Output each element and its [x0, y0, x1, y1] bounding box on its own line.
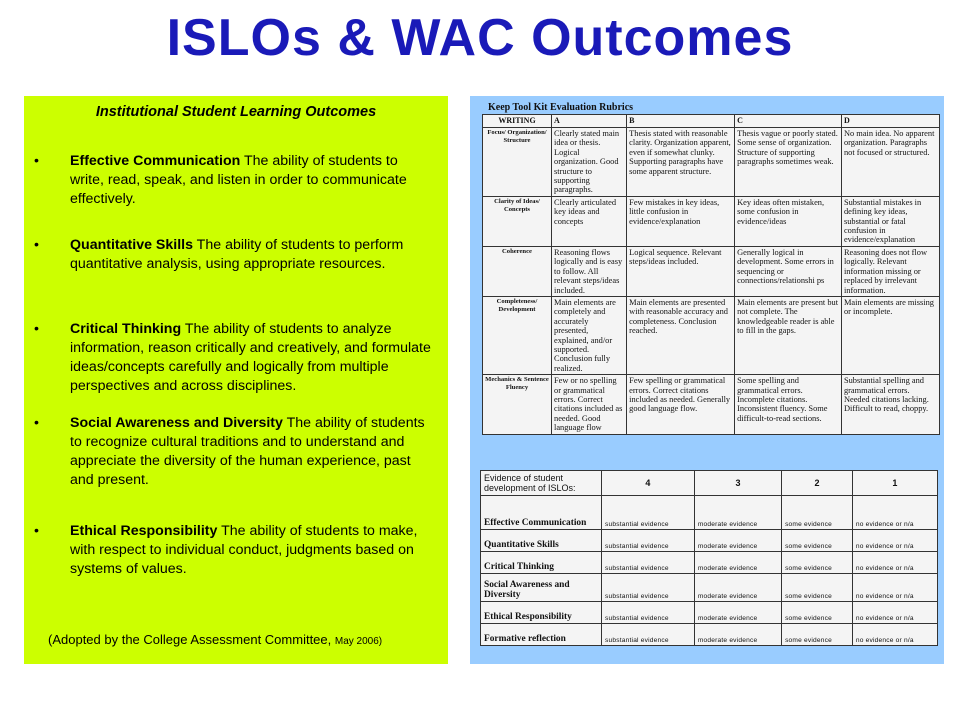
evidence-row-label: Formative reflection — [481, 624, 602, 646]
evidence-cell: some evidence — [782, 602, 853, 624]
evidence-cell: no evidence or n/a — [852, 602, 937, 624]
evidence-row — [481, 624, 938, 646]
evidence-cell: some evidence — [782, 552, 853, 574]
adopted-note — [48, 632, 382, 647]
evidence-cell: substantial evidence — [602, 624, 695, 646]
adopted-text: (Adopted by the College Assessment Committee, — [48, 632, 335, 647]
evidence-row — [481, 530, 938, 552]
islo-evidence-table — [480, 470, 938, 646]
evidence-header-label: Evidence of student development of ISLOs: — [481, 471, 602, 496]
rubric-row — [483, 246, 940, 296]
rubric-title: Keep Tool Kit Evaluation Rubrics — [488, 102, 634, 113]
rubric-cell: Substantial spelling and grammatical errors. Needed citations lacking. Difficult to read, choppy. — [841, 375, 939, 435]
score-header: 1 — [852, 471, 937, 496]
evidence-cell: moderate evidence — [694, 574, 781, 602]
evidence-row-label: Quantitative Skills — [481, 530, 602, 552]
adopted-date: May 2006) — [334, 636, 383, 647]
evidence-header-row — [481, 471, 938, 496]
rubric-cell: Reasoning does not flow logically. Relevant information missing or replaced by irrelevant information. — [841, 246, 939, 296]
rubric-header-cell: WRITING — [483, 115, 552, 128]
evidence-cell: moderate evidence — [694, 496, 781, 530]
bullet-text: The ability of students to perform quantitative analysis, using appropriate resources. — [70, 237, 404, 272]
rubric-cell: Few spelling or grammatical errors. Correct citations included as needed. Generally good language flow. — [627, 375, 735, 435]
rubric-header-cell: B — [627, 115, 735, 128]
evidence-row-label: Ethical Responsibility — [481, 602, 602, 624]
rubric-cell: Clearly stated main idea or thesis. Logical organization. Good structure to supporting paragraphs. — [552, 128, 627, 197]
bullet-dot-icon: • — [34, 523, 39, 539]
rubric-header-row — [483, 115, 940, 128]
evidence-cell: some evidence — [782, 624, 853, 646]
score-header: 3 — [694, 471, 781, 496]
rubric-cell: Generally logical in development. Some errors in sequencing or connections/relationshi ps — [735, 246, 842, 296]
score-header: 2 — [782, 471, 853, 496]
evidence-cell: substantial evidence — [602, 574, 695, 602]
evidence-row-label: Social Awareness and Diversity — [481, 574, 602, 602]
rubric-row-label: Mechanics & Sentence Fluency — [483, 375, 552, 435]
islo-heading: Institutional Student Learning Outcomes — [95, 104, 377, 120]
rubric-cell: Main elements are present but not complete. The knowledgeable reader is able to fill in the gaps. — [735, 296, 842, 374]
rubric-row — [483, 196, 940, 246]
rubric-cell: Main elements are missing or incomplete. — [841, 296, 939, 374]
evidence-row-label: Effective Communication — [481, 496, 602, 530]
bullet-name: Critical Thinking — [70, 321, 182, 337]
bullet-name: Quantitative Skills — [70, 237, 193, 253]
rubric-cell: Some spelling and grammatical errors. Incomplete citations. Inconsistent fluency. Some difficult-to-read sections. — [735, 375, 842, 435]
rubric-cell: Main elements are presented with reasonable accuracy and completeness. Conclusion reached. — [627, 296, 735, 374]
score-header: 4 — [602, 471, 695, 496]
rubric-row-label: Coherence — [483, 246, 552, 296]
rubric-cell: Key ideas often mistaken, some confusion in evidence/ideas — [735, 196, 842, 246]
writing-rubric-table — [482, 114, 940, 435]
evidence-cell: moderate evidence — [694, 602, 781, 624]
rubric-cell: Main elements are completely and accurately presented, explained, and/or supported. Conclusion fully realized. — [552, 296, 627, 374]
rubric-cell: Logical sequence. Relevant steps/ideas included. — [627, 246, 735, 296]
rubric-header-cell: A — [552, 115, 627, 128]
rubric-cell: Clearly articulated key ideas and concepts — [552, 196, 627, 246]
rubric-row — [483, 128, 940, 197]
evidence-cell: no evidence or n/a — [852, 552, 937, 574]
evidence-cell: no evidence or n/a — [852, 624, 937, 646]
evidence-row — [481, 552, 938, 574]
bullet-dot-icon: • — [34, 321, 39, 337]
evidence-row — [481, 496, 938, 530]
evidence-cell: substantial evidence — [602, 530, 695, 552]
evidence-cell: some evidence — [782, 574, 853, 602]
evidence-row-label: Critical Thinking — [481, 552, 602, 574]
evidence-row — [481, 574, 938, 602]
bullet-text: The ability of students to write, read, speak, and listen in order to communicate effectively. — [70, 153, 407, 207]
evidence-cell: substantial evidence — [602, 602, 695, 624]
evidence-cell: some evidence — [782, 496, 853, 530]
bullet-dot-icon: • — [34, 415, 39, 431]
rubric-header-cell: C — [735, 115, 842, 128]
rubric-row — [483, 375, 940, 435]
rubric-row-label: Clarity of Ideas/ Concepts — [483, 196, 552, 246]
rubric-row-label: Completeness/ Development — [483, 296, 552, 374]
slide-title: ISLOs & WAC Outcomes — [166, 9, 794, 67]
rubric-cell: Thesis vague or poorly stated. Some sense of organization. Structure of supporting paragraphs sometimes weak. — [735, 128, 842, 197]
rubric-cell: No main idea. No apparent organization. Paragraphs not focused or structured. — [841, 128, 939, 197]
bullet-name: Effective Communication — [70, 153, 241, 169]
bullet-dot-icon: • — [34, 237, 39, 253]
evidence-cell: substantial evidence — [602, 552, 695, 574]
bullet-text: The ability of students to recognize cultural traditions and to understand and appreciate the diversity of the human experience, past and present. — [70, 415, 425, 488]
evidence-cell: no evidence or n/a — [852, 496, 937, 530]
bullet-dot-icon: • — [34, 153, 39, 169]
evidence-cell: no evidence or n/a — [852, 530, 937, 552]
evidence-cell: moderate evidence — [694, 552, 781, 574]
rubric-cell: Few or no spelling or grammatical errors. Correct citations included as needed. Good language flow — [552, 375, 627, 435]
rubric-cell: Substantial mistakes in defining key ideas, substantial or fatal confusion in evidence/explanation — [841, 196, 939, 246]
islo-panel — [24, 96, 448, 664]
bullet-name: Social Awareness and Diversity — [70, 415, 283, 431]
evidence-cell: moderate evidence — [694, 530, 781, 552]
rubric-cell: Few mistakes in key ideas, little confusion in evidence/explanation — [627, 196, 735, 246]
evidence-cell: substantial evidence — [602, 496, 695, 530]
rubric-cell: Thesis stated with reasonable clarity. Organization apparent, even if somewhat clunky. Supporting paragraphs have some apparent structure. — [627, 128, 735, 197]
rubric-row-label: Focus/ Organization/ Structure — [483, 128, 552, 197]
rubric-panel — [470, 96, 944, 664]
bullet-text: The ability of students to analyze information, reason critically and creatively, and formulate ideas/concepts carefully and logically from multiple perspectives and across disciplines. — [70, 321, 431, 394]
rubric-cell: Reasoning flows logically and is easy to follow. All relevant steps/ideas included. — [552, 246, 627, 296]
evidence-cell: no evidence or n/a — [852, 574, 937, 602]
rubric-row — [483, 296, 940, 374]
rubric-header-cell: D — [841, 115, 939, 128]
bullet-text: The ability of students to make, with respect to individual conduct, judgments based on systems of values. — [70, 523, 418, 577]
evidence-cell: moderate evidence — [694, 624, 781, 646]
evidence-cell: some evidence — [782, 530, 853, 552]
bullet-name: Ethical Responsibility — [70, 523, 218, 539]
evidence-row — [481, 602, 938, 624]
